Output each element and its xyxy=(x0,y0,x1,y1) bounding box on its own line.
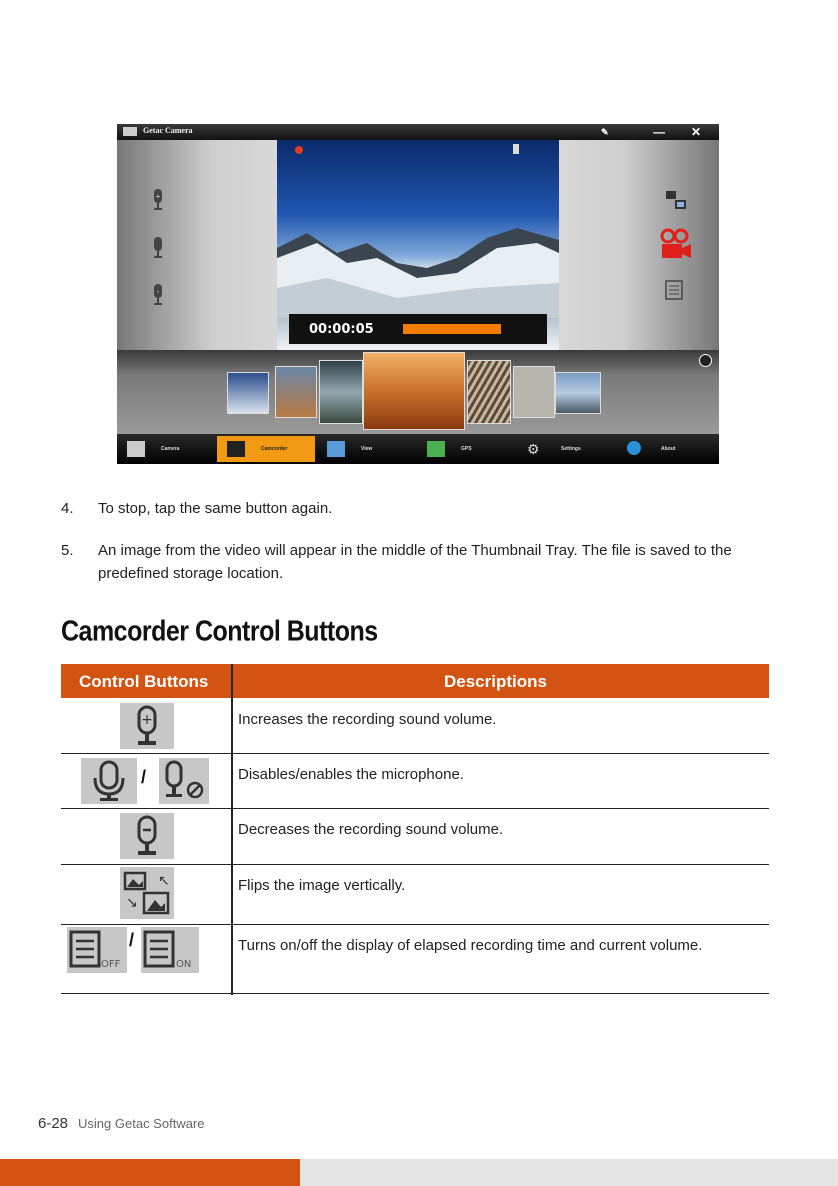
column-divider xyxy=(231,664,233,995)
list-text: An image from the video will appear in the middle of the Thumbnail Tray. The file is saved to the predefined storage location. xyxy=(98,542,732,582)
list-text: To stop, tap the same button again. xyxy=(98,500,333,517)
table-header xyxy=(61,664,769,698)
list-number: 4. xyxy=(61,500,74,517)
svg-text:↖: ↖ xyxy=(158,873,170,889)
tab-settings[interactable] xyxy=(517,436,615,462)
record-dot-icon xyxy=(295,146,303,154)
description-text: Increases the recording sound volume. xyxy=(238,711,497,728)
table-row xyxy=(61,864,769,925)
tab-camcorder[interactable] xyxy=(217,436,315,462)
separator: / xyxy=(129,930,135,950)
battery-icon xyxy=(513,144,519,154)
display-off-label: OFF xyxy=(101,959,121,970)
window-title: Getac Camera xyxy=(143,126,193,135)
description-text: Decreases the recording sound volume. xyxy=(238,821,504,838)
footer-gray-bar xyxy=(300,1159,838,1186)
svg-text:+: + xyxy=(141,712,153,728)
camcorder-icon xyxy=(227,441,245,457)
tab-label: About xyxy=(661,446,676,452)
mic-minus-icon xyxy=(120,813,174,859)
footer-section-title: Using Getac Software xyxy=(78,1116,205,1131)
table-row xyxy=(61,753,769,809)
table-row xyxy=(61,698,769,754)
display-on-icon xyxy=(141,927,199,973)
thumbnail[interactable] xyxy=(319,360,363,424)
mic-enabled-icon xyxy=(81,758,137,804)
mic-plus-icon[interactable] xyxy=(151,188,165,212)
page-number: 6-28 xyxy=(38,1115,69,1132)
icon-cell xyxy=(61,698,231,753)
tab-label: Camera xyxy=(161,446,180,452)
record-indicator-icon[interactable]: ✎ xyxy=(601,127,609,137)
control-buttons-table xyxy=(61,664,769,995)
description-text: Flips the image vertically. xyxy=(238,877,406,894)
flip-image-icon[interactable] xyxy=(665,190,687,210)
column-header: Control Buttons xyxy=(79,672,209,691)
tab-camera[interactable] xyxy=(117,436,215,462)
svg-text:-: - xyxy=(156,287,160,296)
right-control-panel xyxy=(559,140,719,350)
description-text: Disables/enables the microphone. xyxy=(238,766,464,783)
display-off-icon xyxy=(67,927,127,973)
thumbnail-current[interactable] xyxy=(363,352,465,430)
volume-level-bar xyxy=(403,324,501,334)
table-row xyxy=(61,924,769,994)
camera-app-screenshot xyxy=(117,124,719,464)
tab-gps[interactable] xyxy=(417,436,515,462)
tab-label: Settings xyxy=(561,446,581,452)
gear-icon: ⚙ xyxy=(527,441,540,457)
icon-cell xyxy=(61,864,231,924)
mic-plus-icon xyxy=(120,703,174,749)
camcorder-record-icon[interactable] xyxy=(659,228,693,262)
table-row xyxy=(61,808,769,865)
gps-icon xyxy=(427,441,445,457)
svg-text:+: + xyxy=(155,192,161,201)
list-item xyxy=(61,539,771,587)
app-icon xyxy=(123,127,137,136)
tray-toggle-icon[interactable] xyxy=(699,354,712,367)
tab-label: Camcorder xyxy=(261,446,288,452)
list-number: 5. xyxy=(61,542,74,559)
thumbnail[interactable] xyxy=(227,372,269,414)
icon-cell xyxy=(61,924,231,993)
display-toggle-icon[interactable] xyxy=(665,280,691,302)
camera-preview xyxy=(277,140,559,350)
view-icon xyxy=(327,441,345,457)
recording-status-bar xyxy=(289,314,547,344)
description-text: Turns on/off the display of elapsed recording time and current volume. xyxy=(238,937,703,954)
mic-toggle-icon[interactable] xyxy=(151,236,165,260)
thumbnail[interactable] xyxy=(555,372,601,414)
thumbnail[interactable] xyxy=(275,366,317,418)
column-header: Descriptions xyxy=(444,672,547,691)
tab-label: GPS xyxy=(461,446,472,452)
close-button[interactable]: ✕ xyxy=(691,125,702,139)
tab-view[interactable] xyxy=(317,436,415,462)
mic-disabled-icon xyxy=(159,758,209,804)
icon-cell xyxy=(61,753,231,808)
mic-minus-icon[interactable] xyxy=(151,283,165,307)
camera-icon xyxy=(127,441,145,457)
thumbnail-tray xyxy=(117,350,719,434)
section-heading: Camcorder Control Buttons xyxy=(61,615,378,648)
bottom-tab-bar xyxy=(117,434,719,464)
separator: / xyxy=(141,767,147,787)
icon-cell xyxy=(61,808,231,864)
left-control-panel xyxy=(117,140,277,350)
title-bar xyxy=(117,124,719,140)
list-item xyxy=(61,497,771,521)
flip-image-icon xyxy=(120,867,174,919)
tab-about[interactable] xyxy=(617,436,715,462)
tab-label: View xyxy=(361,446,373,452)
thumbnail[interactable] xyxy=(467,360,511,424)
minimize-button[interactable]: — xyxy=(653,125,665,139)
svg-text:↘: ↘ xyxy=(126,895,138,911)
footer-accent-bar xyxy=(0,1159,300,1186)
elapsed-time: 00:00:05 xyxy=(309,322,374,337)
thumbnail[interactable] xyxy=(513,366,555,418)
display-on-label: ON xyxy=(176,959,192,970)
globe-icon xyxy=(627,441,641,455)
page-footer xyxy=(38,1115,204,1132)
mountain-scene xyxy=(277,228,559,318)
